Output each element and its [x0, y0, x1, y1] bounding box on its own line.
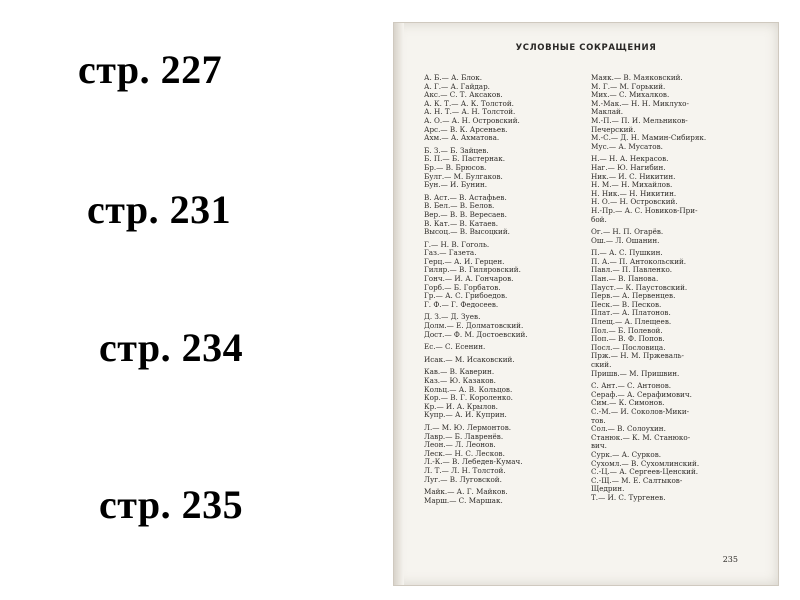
abbreviation-entry: В. Кат.— В. Катаев.	[424, 218, 498, 228]
abbreviation-entry: М.-Мак.— Н. Н. Миклухо-	[591, 98, 689, 108]
abbreviation-entry: С. Ант.— С. Антонов.	[591, 381, 672, 391]
abbreviation-entry: А. Н. Т.— А. Н. Толстой.	[424, 107, 516, 117]
abbreviation-entry: Поп.— В. Ф. Попов.	[591, 334, 665, 344]
scan-heading: УСЛОВНЫЕ СОКРАЩЕНИЯ	[515, 43, 657, 53]
abbreviation-entry: Маяк.— В. Маяковский.	[591, 73, 683, 82]
abbreviation-entry: Кольц.— А. В. Кольцов.	[424, 384, 513, 394]
abbreviation-entry: Кор.— В. Г. Короленко.	[424, 393, 513, 403]
abbreviation-entry: Ог.— Н. П. Огарёв.	[591, 227, 664, 237]
abbreviation-entry: вич.	[591, 441, 607, 451]
page-ref-234: стр. 234	[99, 325, 244, 370]
abbreviation-entry: Н.-Пр.— А. С. Новиков-При-	[591, 205, 698, 215]
abbreviation-entry: Вер.— В. В. Вересаев.	[424, 209, 507, 219]
abbreviation-entry: Н. Ник.— Н. Никитин.	[591, 188, 677, 198]
abbreviation-entry: Прж.— Н. М. Пржеваль-	[591, 351, 684, 361]
abbreviations-right-column	[591, 74, 771, 503]
abbreviation-entry: Ахм.— А. Ахматова.	[424, 133, 500, 143]
abbreviation-entry: тов.	[591, 415, 606, 425]
abbreviation-entry: Плещ.— А. Плещеев.	[591, 317, 672, 327]
abbreviation-entry: Н.— Н. А. Некрасов.	[591, 154, 669, 164]
book-page-scan	[393, 22, 779, 586]
abbreviation-entry: Сухомл.— В. Сухомлинский.	[591, 458, 700, 468]
abbreviation-entry: Сол.— В. Солоухин.	[591, 424, 666, 434]
abbreviation-entry: Гиляр.— В. Гиляровский.	[424, 265, 521, 275]
abbreviation-entry: Щедрин.	[591, 484, 625, 494]
abbreviation-entry: А. Б.— А. Блок.	[424, 73, 483, 82]
abbreviation-entry: П. А.— П. Антокольский.	[591, 256, 687, 266]
abbreviation-entry: В. Аст.— В. Астафьев.	[424, 192, 507, 202]
abbreviation-entry: Песк.— В. Песков.	[591, 299, 662, 309]
abbreviation-entry: Кав.— В. Каверин.	[424, 367, 495, 377]
abbreviation-entry: Майк.— А. Г. Майков.	[424, 487, 508, 497]
abbreviation-entry: Каз.— Ю. Казаков.	[424, 376, 496, 385]
abbreviation-entry: Маклай.	[591, 107, 624, 117]
abbreviation-entry: П.— А. С. Пушкин.	[591, 248, 663, 258]
abbreviations-left-column	[424, 74, 584, 505]
abbreviation-entry: Л.— М. Ю. Лермонтов.	[424, 422, 512, 432]
scan-page-number: 235	[722, 555, 738, 564]
abbreviation-entry: Д. З.— Д. Зуев.	[424, 312, 481, 322]
abbreviation-entry: Булг.— М. Булгаков.	[424, 171, 503, 181]
abbreviation-entry: Леск.— Н. С. Лесков.	[424, 448, 505, 458]
abbreviation-entry: Л.-К.— В. Лебедев-Кумач.	[424, 457, 523, 467]
abbreviation-entry: Г. Ф.— Г. Федосеев.	[424, 299, 499, 309]
abbreviation-entry: Дост.— Ф. М. Достоевский.	[424, 329, 528, 339]
abbreviation-entry: Бр.— В. Брюсов.	[424, 162, 487, 172]
abbreviation-entry: Гр.— А. С. Грибоедов.	[424, 291, 508, 301]
abbreviation-entry: Марш.— С. Маршак.	[424, 495, 503, 505]
abbreviation-entry: Сурк.— А. Сурков.	[591, 449, 662, 459]
abbreviation-entry: Ник.— И. С. Никитин.	[591, 171, 676, 181]
abbreviation-entry: Посл.— Пословица.	[591, 342, 666, 352]
abbreviation-entry: Газ.— Газета.	[424, 248, 477, 258]
abbreviation-entry: Н. О.— Н. Островский.	[591, 197, 678, 207]
abbreviation-entry: Леон.— Л. Леонов.	[424, 440, 496, 450]
abbreviation-entry: А. К. Т.— А. К. Толстой.	[424, 98, 514, 108]
abbreviation-entry: Л. Т.— Л. Н. Толстой.	[424, 465, 506, 475]
abbreviation-entry: Н. М.— Н. Михайлов.	[591, 180, 673, 190]
abbreviation-entry: Мих.— С. Михалков.	[591, 90, 670, 100]
abbreviation-entry: Плат.— А. Платонов.	[591, 308, 671, 318]
page-ref-231: стр. 231	[87, 187, 232, 232]
page-ref-235: стр. 235	[99, 482, 244, 527]
abbreviation-entry: Акс.— С. Т. Аксаков.	[424, 90, 503, 100]
abbreviation-entry: М. Г.— М. Горький.	[591, 81, 666, 91]
abbreviation-entry: Лавр.— Б. Лавренёв.	[424, 431, 504, 441]
abbreviation-entry: Мус.— А. Мусатов.	[591, 141, 663, 151]
abbreviation-entry: бой.	[591, 214, 607, 224]
abbreviation-entry: Пан.— В. Панова.	[591, 274, 659, 284]
abbreviation-entry: Купр.— А. И. Куприн.	[424, 410, 507, 420]
abbreviation-entry: Бун.— И. Бунин.	[424, 180, 488, 190]
abbreviation-entry: Пришв.— М. Пришвин.	[591, 368, 680, 378]
abbreviation-entry: Т.— И. С. Тургенев.	[591, 492, 666, 502]
abbreviation-entry: А. О.— А. Н. Островский.	[424, 115, 520, 125]
abbreviation-entry: М.-П.— П. И. Мельников-	[591, 115, 688, 125]
abbreviation-entry: Сим.— К. Симонов.	[591, 398, 665, 408]
abbreviation-entry: Б. З.— Б. Зайцев.	[424, 145, 489, 155]
abbreviation-entry: Луг.— В. Луговской.	[424, 474, 502, 484]
abbreviation-entry: ский.	[591, 360, 612, 369]
abbreviation-entry: Арс.— В. К. Арсеньев.	[424, 124, 508, 134]
abbreviation-entry: В. Бел.— В. Белов.	[424, 201, 495, 211]
abbreviation-entry: Долм.— Е. Долматовский.	[424, 321, 524, 331]
abbreviation-entry: Пауст.— К. Паустовский.	[591, 282, 688, 292]
abbreviation-entry: Ес.— С. Есенин.	[424, 342, 486, 352]
abbreviation-entry: Гонч.— И. А. Гончаров.	[424, 274, 514, 284]
abbreviation-entry: С.-Щ.— М. Е. Салтыков-	[591, 475, 683, 485]
abbreviation-entry: Горб.— Б. Горбатов.	[424, 282, 501, 292]
page-ref-227: стр. 227	[78, 47, 223, 92]
abbreviation-entry: С.-Ц.— А. Сергеев-Ценский.	[591, 467, 699, 477]
abbreviation-entry: Сераф.— А. Серафимович.	[591, 389, 692, 399]
abbreviation-entry: А. Г.— А. Гайдар.	[424, 81, 490, 91]
abbreviation-entry: Перв.— А. Первенцев.	[591, 291, 676, 301]
abbreviation-entry: Наг.— Ю. Нагибин.	[591, 162, 666, 172]
abbreviation-entry: Г.— Н. В. Гоголь.	[424, 239, 490, 249]
abbreviation-entry: Герц.— А. И. Герцен.	[424, 256, 505, 266]
abbreviation-entry: Б. П.— Б. Пастернак.	[424, 154, 505, 164]
abbreviation-entry: Станюк.— К. М. Станюко-	[591, 432, 691, 442]
abbreviation-entry: Ош.— Л. Ошанин.	[591, 235, 660, 245]
abbreviation-entry: Павл.— П. Павленко.	[591, 265, 673, 275]
abbreviation-entry: Высоц.— В. Высоцкий.	[424, 227, 510, 237]
abbreviation-entry: Печерский.	[591, 124, 636, 134]
abbreviation-entry: Исак.— М. Исаковский.	[424, 354, 515, 364]
abbreviation-entry: Пол.— Б. Полевой.	[591, 325, 663, 335]
abbreviation-entry: М.-С.— Д. Н. Мамин-Сибиряк.	[591, 133, 707, 143]
abbreviation-entry: Кр.— И. А. Крылов.	[424, 401, 498, 411]
abbreviation-entry: С.-М.— И. Соколов-Мики-	[591, 406, 690, 416]
page-binding-shadow	[394, 23, 404, 585]
